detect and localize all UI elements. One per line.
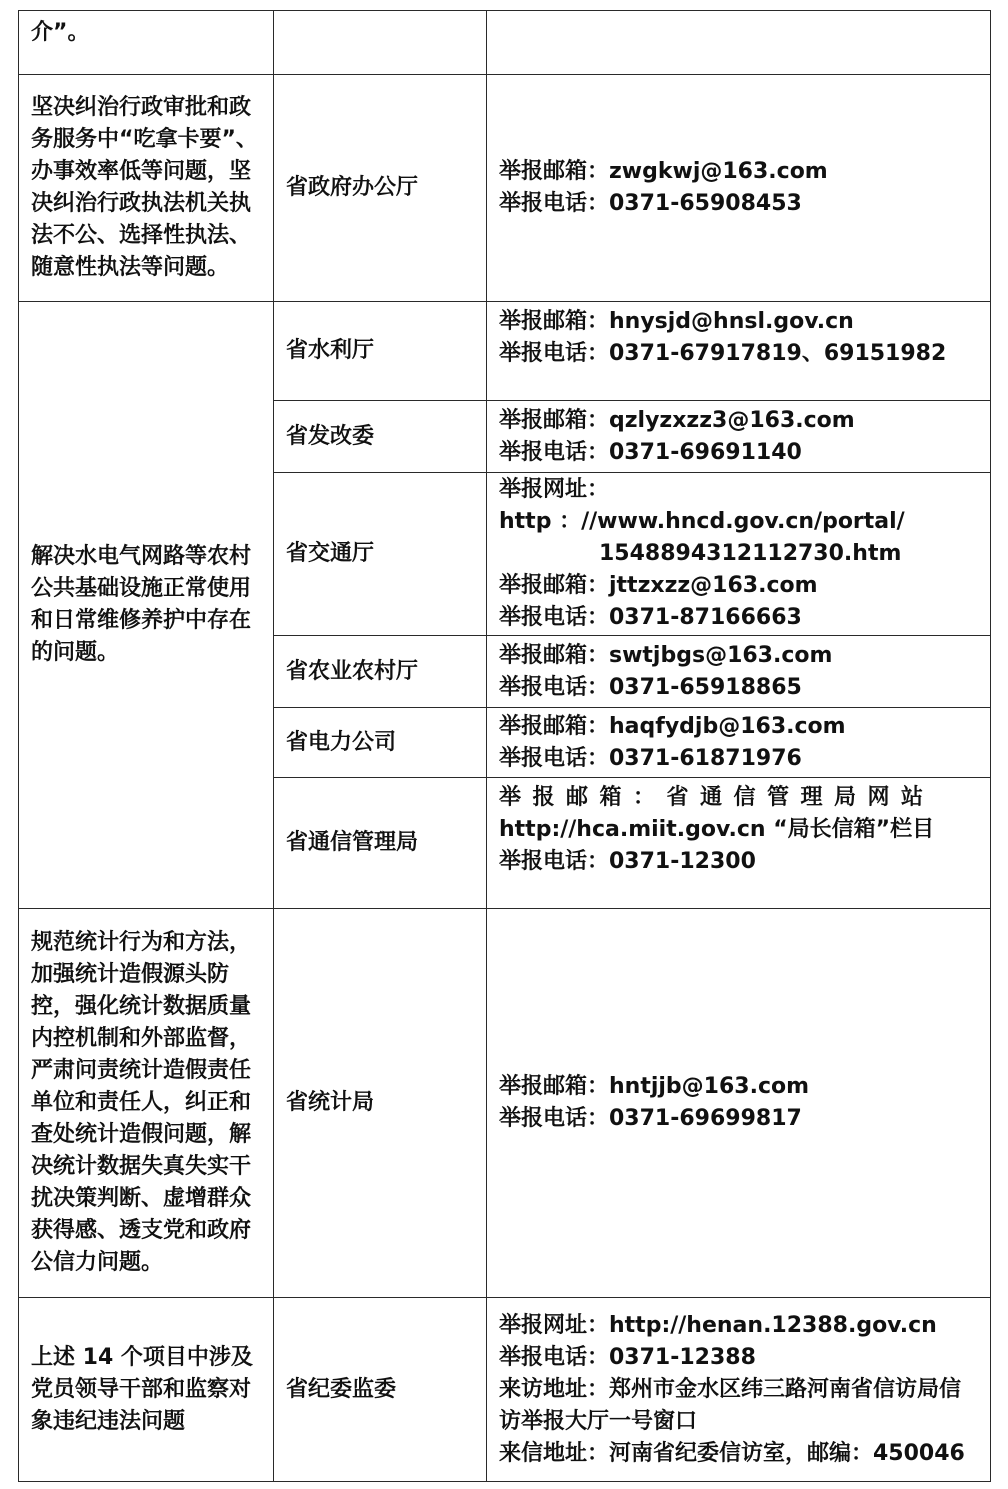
issue-cell	[19, 11, 274, 75]
department-cell	[274, 909, 487, 1298]
contact-cell	[487, 473, 991, 636]
report-phone: 举报电话：0371-67917819、69151982	[499, 341, 947, 366]
report-phone: 举报电话：0371-69699817	[499, 1106, 802, 1131]
report-website-url-cont[interactable]: 1548894312112730.htm	[599, 541, 902, 566]
report-phone: 举报电话：0371-65918865	[499, 674, 802, 700]
contact-cell	[487, 302, 991, 401]
report-email: 举报邮箱：jttzxzz@163.com	[499, 573, 818, 598]
contact-cell	[487, 778, 991, 909]
report-email: 举报邮箱：省通信管理局网站	[499, 785, 935, 810]
department-name: 省交通厅	[286, 541, 375, 566]
table-row	[19, 909, 991, 1298]
department-cell	[274, 1298, 487, 1482]
visit-address: 来访地址：郑州市金水区纬三路河南省信访局信访举报大厅一号窗口	[499, 1376, 962, 1434]
department-cell	[274, 636, 487, 708]
report-phone: 举报电话：0371-12388	[499, 1344, 756, 1370]
issue-cell	[19, 909, 274, 1298]
report-email: 举报邮箱：swtjbgs@163.com	[499, 642, 833, 668]
issue-cell	[19, 75, 274, 302]
department-name: 省通信管理局	[286, 830, 419, 855]
report-phone: 举报电话：0371-12300	[499, 849, 756, 874]
department-name: 省农业农村厅	[286, 658, 419, 684]
report-email: 举报邮箱：hntjjb@163.com	[499, 1074, 810, 1099]
mail-address: 来信地址：河南省纪委信访室，邮编：450046	[499, 1440, 965, 1466]
contact-cell	[487, 75, 991, 302]
report-email: 举报邮箱：qzlyzxzz3@163.com	[499, 407, 855, 433]
table-row	[19, 1298, 991, 1482]
issue-text: 介”。	[31, 20, 90, 45]
report-phone: 举报电话：0371-69691140	[499, 439, 802, 465]
issue-text: 上述 14 个项目中涉及党员领导干部和监察对象违纪违法问题	[31, 1344, 253, 1434]
department-name: 省发改委	[286, 423, 375, 449]
report-website-url[interactable]: http ：//www.hncd.gov.cn/portal/	[499, 509, 905, 534]
department-name: 省纪委监委	[286, 1376, 397, 1402]
issue-text: 规范统计行为和方法，加强统计造假源头防控，强化统计数据质量内控机制和外部监督，严肃问责统计造假责任单位和责任人，纠正和查处统计造假问题，解决统计数据失真失实干扰决策判断、虚增群众获得感、透支党和政府公信力问题。	[31, 930, 252, 1275]
contact-cell	[487, 1298, 991, 1482]
report-website-url[interactable]: http://hca.miit.gov.cn “局长信箱”栏目	[499, 817, 935, 842]
contact-cell	[487, 636, 991, 708]
table-row	[19, 11, 991, 75]
issue-cell	[19, 302, 274, 909]
report-website-url[interactable]: 举报网址：http://henan.12388.gov.cn	[499, 1312, 937, 1338]
department-cell	[274, 778, 487, 909]
report-email: 举报邮箱：haqfydjb@163.com	[499, 713, 846, 739]
contact-cell	[487, 11, 991, 75]
issue-text: 坚决纠治行政审批和政务服务中“吃拿卡要”、办事效率低等问题，坚决纠治行政执法机关执法不公、选择性执法、随意性执法等问题。	[31, 95, 258, 280]
department-name: 省统计局	[286, 1090, 375, 1115]
report-email: 举报邮箱：hnysjd@hnsl.gov.cn	[499, 309, 854, 334]
issue-cell	[19, 1298, 274, 1482]
contact-cell	[487, 708, 991, 778]
report-phone: 举报电话：0371-65908453	[499, 191, 802, 216]
report-phone: 举报电话：0371-61871976	[499, 745, 802, 771]
department-cell	[274, 401, 487, 473]
report-phone: 举报电话：0371-87166663	[499, 605, 802, 630]
supervision-contact-table	[18, 10, 991, 1482]
department-cell	[274, 708, 487, 778]
department-cell	[274, 473, 487, 636]
department-name: 省政府办公厅	[286, 175, 419, 200]
report-website-label: 举报网址：	[499, 477, 610, 502]
department-cell	[274, 302, 487, 401]
contact-cell	[487, 909, 991, 1298]
department-name: 省水利厅	[286, 338, 375, 363]
report-email: 举报邮箱：zwgkwj@163.com	[499, 159, 828, 184]
department-name: 省电力公司	[286, 729, 397, 755]
department-cell	[274, 75, 487, 302]
contact-cell	[487, 401, 991, 473]
issue-text: 解决水电气网路等农村公共基础设施正常使用和日常维修养护中存在的问题。	[31, 544, 252, 665]
table-row	[19, 75, 991, 302]
department-cell	[274, 11, 487, 75]
table-row	[19, 302, 991, 401]
